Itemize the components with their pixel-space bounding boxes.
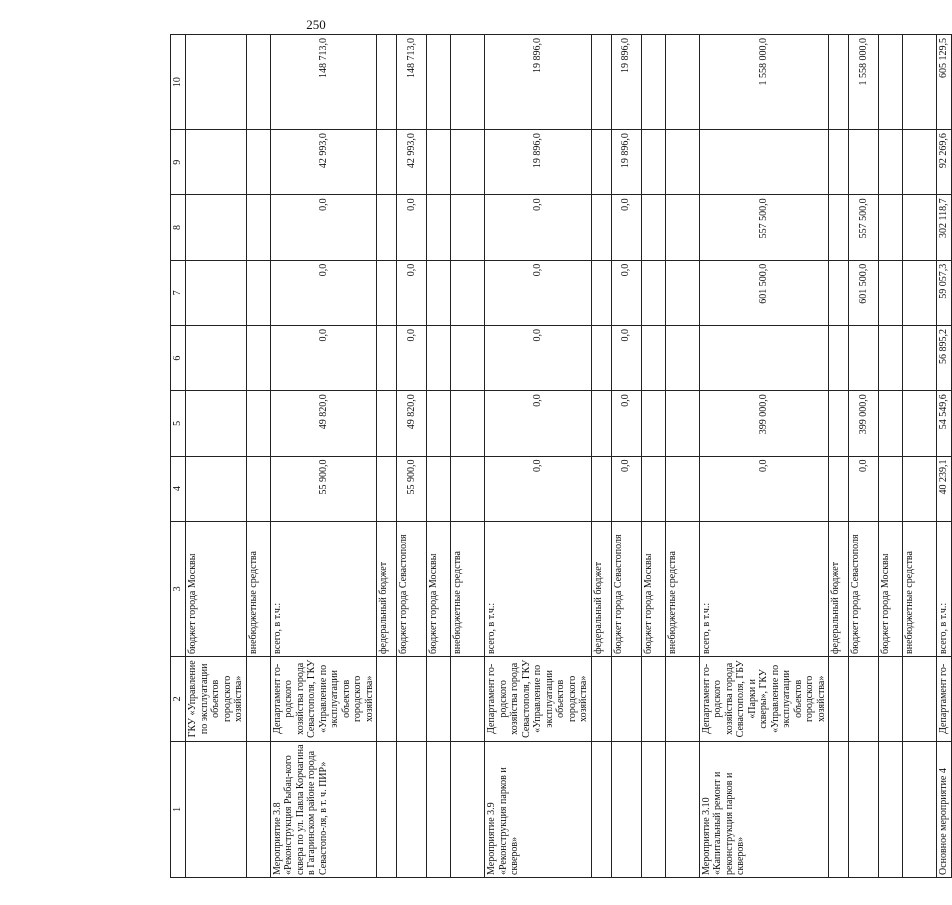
col-y5-cell: 0,0 bbox=[485, 195, 592, 260]
col-event-cell bbox=[641, 741, 665, 877]
col-y5-cell bbox=[903, 195, 937, 260]
col-source-cell: внебюджетные средства bbox=[451, 521, 485, 656]
col-y2-cell bbox=[641, 391, 665, 456]
col-y6-cell bbox=[699, 130, 829, 195]
col-executor-cell: Департамент го-родского хозяйства города Севастополя, ГКУ «Управление по эксплуатации объектов городского хозяйства» bbox=[270, 656, 377, 741]
table-row bbox=[611, 35, 641, 878]
col-y4-cell: 0,0 bbox=[611, 260, 641, 325]
col-executor-cell bbox=[611, 656, 641, 741]
col-total-cell: 1 558 000,0 bbox=[699, 35, 829, 130]
header-cell: 3 bbox=[171, 521, 186, 656]
col-y3-cell bbox=[451, 325, 485, 390]
table-row bbox=[665, 35, 699, 878]
header-cell: 1 bbox=[171, 741, 186, 877]
table-row bbox=[485, 35, 592, 878]
col-y6-cell bbox=[377, 130, 397, 195]
col-y6-cell bbox=[903, 130, 937, 195]
col-total-cell bbox=[246, 35, 270, 130]
col-y1-cell bbox=[641, 456, 665, 521]
col-y1-cell bbox=[879, 456, 903, 521]
col-y1-cell bbox=[377, 456, 397, 521]
table-row bbox=[270, 35, 377, 878]
col-event-cell bbox=[591, 741, 611, 877]
col-y3-cell bbox=[879, 325, 903, 390]
table-row bbox=[377, 35, 397, 878]
col-source-cell: всего, в т.ч.: bbox=[699, 521, 829, 656]
col-y5-cell bbox=[451, 195, 485, 260]
col-y2-cell: 49 820,0 bbox=[270, 391, 377, 456]
table-row bbox=[397, 35, 427, 878]
col-y4-cell: 0,0 bbox=[485, 260, 592, 325]
col-event-cell bbox=[397, 741, 427, 877]
col-y6-cell bbox=[451, 130, 485, 195]
col-y6-cell bbox=[829, 130, 849, 195]
col-y6-cell: 92 269,6 bbox=[937, 130, 952, 195]
col-total-cell bbox=[591, 35, 611, 130]
col-y1-cell bbox=[451, 456, 485, 521]
col-event-cell bbox=[879, 741, 903, 877]
col-total-cell bbox=[879, 35, 903, 130]
col-y2-cell bbox=[591, 391, 611, 456]
col-event-cell bbox=[186, 741, 247, 877]
col-executor-cell bbox=[377, 656, 397, 741]
col-executor-cell bbox=[903, 656, 937, 741]
table-row bbox=[699, 35, 829, 878]
col-total-cell bbox=[377, 35, 397, 130]
col-event-cell bbox=[665, 741, 699, 877]
col-y5-cell: 0,0 bbox=[397, 195, 427, 260]
col-total-cell bbox=[665, 35, 699, 130]
col-y5-cell bbox=[591, 195, 611, 260]
col-y3-cell bbox=[641, 325, 665, 390]
col-y1-cell: 0,0 bbox=[849, 456, 879, 521]
table-row bbox=[591, 35, 611, 878]
col-y6-cell: 42 993,0 bbox=[397, 130, 427, 195]
col-y3-cell bbox=[699, 325, 829, 390]
col-y3-cell: 0,0 bbox=[397, 325, 427, 390]
col-y1-cell: 40 239,1 bbox=[937, 456, 952, 521]
col-y2-cell: 0,0 bbox=[485, 391, 592, 456]
col-y6-cell bbox=[591, 130, 611, 195]
col-source-cell: всего, в т.ч.: bbox=[270, 521, 377, 656]
col-y3-cell bbox=[377, 325, 397, 390]
col-event-cell: Мероприятие 3.10 «Капитальный ремонт и реконструкция парков и скверов» bbox=[699, 741, 829, 877]
col-y4-cell bbox=[829, 260, 849, 325]
col-total-cell bbox=[903, 35, 937, 130]
table-row bbox=[451, 35, 485, 878]
col-event-cell: Мероприятие 3.9 «Реконструкция парков и скверов» bbox=[485, 741, 592, 877]
col-y3-cell: 56 895,2 bbox=[937, 325, 952, 390]
col-y4-cell: 0,0 bbox=[270, 260, 377, 325]
col-total-cell: 1 558 000,0 bbox=[849, 35, 879, 130]
col-event-cell bbox=[903, 741, 937, 877]
col-y5-cell bbox=[665, 195, 699, 260]
col-total-cell bbox=[451, 35, 485, 130]
col-total-cell: 148 713,0 bbox=[270, 35, 377, 130]
col-executor-cell bbox=[591, 656, 611, 741]
col-y6-cell bbox=[641, 130, 665, 195]
col-y3-cell bbox=[591, 325, 611, 390]
col-total-cell: 19 896,0 bbox=[485, 35, 592, 130]
col-source-cell: бюджет города Москвы bbox=[641, 521, 665, 656]
col-y6-cell bbox=[246, 130, 270, 195]
header-cell: 7 bbox=[171, 260, 186, 325]
col-y4-cell bbox=[451, 260, 485, 325]
col-source-cell: федеральный бюджет bbox=[377, 521, 397, 656]
col-y1-cell: 0,0 bbox=[485, 456, 592, 521]
col-y5-cell bbox=[186, 195, 247, 260]
header-cell: 9 bbox=[171, 130, 186, 195]
col-y2-cell bbox=[427, 391, 451, 456]
col-y4-cell bbox=[665, 260, 699, 325]
col-y4-cell bbox=[377, 260, 397, 325]
table-row bbox=[641, 35, 665, 878]
col-y5-cell: 557 500,0 bbox=[849, 195, 879, 260]
col-y4-cell bbox=[591, 260, 611, 325]
col-y4-cell: 0,0 bbox=[397, 260, 427, 325]
header-cell: 6 bbox=[171, 325, 186, 390]
col-y4-cell bbox=[186, 260, 247, 325]
col-y6-cell bbox=[879, 130, 903, 195]
col-y2-cell: 399 000,0 bbox=[849, 391, 879, 456]
col-y3-cell bbox=[829, 325, 849, 390]
col-y4-cell bbox=[246, 260, 270, 325]
col-y2-cell bbox=[451, 391, 485, 456]
col-y6-cell bbox=[186, 130, 247, 195]
col-event-cell bbox=[246, 741, 270, 877]
page-number: 250 bbox=[306, 17, 326, 32]
col-source-cell: внебюджетные средства bbox=[903, 521, 937, 656]
table-row bbox=[246, 35, 270, 878]
col-y5-cell: 0,0 bbox=[611, 195, 641, 260]
col-event-cell bbox=[829, 741, 849, 877]
table-row bbox=[879, 35, 903, 878]
col-y1-cell: 0,0 bbox=[611, 456, 641, 521]
col-total-cell bbox=[427, 35, 451, 130]
header-cell: 5 bbox=[171, 391, 186, 456]
col-event-cell: Основное мероприятие 4 bbox=[937, 741, 952, 877]
col-y2-cell bbox=[377, 391, 397, 456]
col-y1-cell: 55 900,0 bbox=[270, 456, 377, 521]
col-event-cell bbox=[427, 741, 451, 877]
col-source-cell: всего, в т.ч.: bbox=[485, 521, 592, 656]
col-event-cell bbox=[377, 741, 397, 877]
col-y2-cell bbox=[879, 391, 903, 456]
col-y4-cell: 59 057,3 bbox=[937, 260, 952, 325]
col-y3-cell bbox=[903, 325, 937, 390]
col-executor-cell: Департамент го-родского хозяйства города Севастополя, ГБУ «Парки и скверы», ГКУ «Управление по эксплуатации объектов городского хозяйства» bbox=[699, 656, 829, 741]
table-row bbox=[937, 35, 952, 878]
col-y1-cell: 0,0 bbox=[699, 456, 829, 521]
budget-table bbox=[170, 34, 952, 878]
table-row bbox=[186, 35, 247, 878]
table-row bbox=[829, 35, 849, 878]
col-y5-cell bbox=[427, 195, 451, 260]
col-y3-cell bbox=[186, 325, 247, 390]
col-y1-cell bbox=[246, 456, 270, 521]
col-y3-cell bbox=[246, 325, 270, 390]
table-row bbox=[427, 35, 451, 878]
col-executor-cell bbox=[397, 656, 427, 741]
col-y1-cell bbox=[427, 456, 451, 521]
col-executor-cell bbox=[829, 656, 849, 741]
col-source-cell: федеральный бюджет bbox=[829, 521, 849, 656]
col-y2-cell bbox=[829, 391, 849, 456]
col-source-cell: всего, в т.ч.: bbox=[937, 521, 952, 656]
col-y6-cell bbox=[849, 130, 879, 195]
col-y6-cell: 19 896,0 bbox=[485, 130, 592, 195]
col-source-cell: федеральный бюджет bbox=[591, 521, 611, 656]
col-y4-cell bbox=[879, 260, 903, 325]
header-cell: 2 bbox=[171, 656, 186, 741]
col-source-cell: внебюджетные средства bbox=[665, 521, 699, 656]
col-y2-cell bbox=[903, 391, 937, 456]
col-executor-cell bbox=[246, 656, 270, 741]
col-total-cell: 19 896,0 bbox=[611, 35, 641, 130]
table-region bbox=[170, 34, 949, 878]
col-y4-cell bbox=[641, 260, 665, 325]
col-y5-cell bbox=[246, 195, 270, 260]
col-y2-cell: 49 820,0 bbox=[397, 391, 427, 456]
col-executor-cell bbox=[879, 656, 903, 741]
col-y6-cell bbox=[427, 130, 451, 195]
col-y3-cell: 0,0 bbox=[611, 325, 641, 390]
col-y2-cell: 0,0 bbox=[611, 391, 641, 456]
col-source-cell: бюджет города Севастополя bbox=[397, 521, 427, 656]
table-row bbox=[903, 35, 937, 878]
table-body bbox=[171, 35, 952, 878]
col-y6-cell: 42 993,0 bbox=[270, 130, 377, 195]
col-y2-cell bbox=[186, 391, 247, 456]
col-total-cell bbox=[186, 35, 247, 130]
col-event-cell: Мероприятие 3.8 «Реконструкция Рыбац-кого сквера по ул. Павла Корчагина в Гагаринском районе города Севастопо-ля, в т. ч. ПИР» bbox=[270, 741, 377, 877]
col-y4-cell: 601 500,0 bbox=[699, 260, 829, 325]
col-total-cell: 605 129,5 bbox=[937, 35, 952, 130]
col-event-cell bbox=[849, 741, 879, 877]
header-cell: 8 bbox=[171, 195, 186, 260]
col-y5-cell bbox=[641, 195, 665, 260]
header-row bbox=[171, 35, 186, 878]
col-total-cell bbox=[829, 35, 849, 130]
col-y1-cell bbox=[829, 456, 849, 521]
col-total-cell: 148 713,0 bbox=[397, 35, 427, 130]
col-executor-cell bbox=[849, 656, 879, 741]
col-y4-cell bbox=[903, 260, 937, 325]
col-y5-cell bbox=[829, 195, 849, 260]
col-source-cell: бюджет города Москвы bbox=[186, 521, 247, 656]
col-y3-cell bbox=[427, 325, 451, 390]
col-executor-cell bbox=[451, 656, 485, 741]
col-executor-cell bbox=[641, 656, 665, 741]
col-executor-cell: Департамент го-родского хозяйства города Севастополя, ГКУ «Управление по эксплуатации объектов городского хозяйства» bbox=[485, 656, 592, 741]
col-source-cell: бюджет города Севастополя bbox=[849, 521, 879, 656]
col-source-cell: бюджет города Москвы bbox=[879, 521, 903, 656]
table-row bbox=[849, 35, 879, 878]
col-y6-cell: 19 896,0 bbox=[611, 130, 641, 195]
col-y2-cell bbox=[246, 391, 270, 456]
col-y5-cell bbox=[879, 195, 903, 260]
col-y5-cell: 0,0 bbox=[270, 195, 377, 260]
col-y2-cell: 399 000,0 bbox=[699, 391, 829, 456]
col-total-cell bbox=[641, 35, 665, 130]
col-y1-cell bbox=[186, 456, 247, 521]
col-executor-cell bbox=[665, 656, 699, 741]
header-cell: 10 bbox=[171, 35, 186, 130]
col-y5-cell bbox=[377, 195, 397, 260]
col-executor-cell bbox=[427, 656, 451, 741]
col-y1-cell: 55 900,0 bbox=[397, 456, 427, 521]
col-y3-cell: 0,0 bbox=[485, 325, 592, 390]
header-cell: 4 bbox=[171, 456, 186, 521]
col-y3-cell bbox=[849, 325, 879, 390]
col-event-cell bbox=[451, 741, 485, 877]
rotated-table-container bbox=[170, 34, 949, 878]
col-y3-cell: 0,0 bbox=[270, 325, 377, 390]
col-y1-cell bbox=[665, 456, 699, 521]
col-y1-cell bbox=[591, 456, 611, 521]
col-executor-cell: ГКУ «Управление по эксплуатации объектов городского хозяйства» bbox=[186, 656, 247, 741]
col-y3-cell bbox=[665, 325, 699, 390]
col-executor-cell: Департамент го- bbox=[937, 656, 952, 741]
col-y2-cell: 54 549,6 bbox=[937, 391, 952, 456]
col-y4-cell bbox=[427, 260, 451, 325]
col-y5-cell: 557 500,0 bbox=[699, 195, 829, 260]
col-y4-cell: 601 500,0 bbox=[849, 260, 879, 325]
col-source-cell: бюджет города Севастополя bbox=[611, 521, 641, 656]
col-source-cell: бюджет города Москвы bbox=[427, 521, 451, 656]
col-y1-cell bbox=[903, 456, 937, 521]
col-y6-cell bbox=[665, 130, 699, 195]
col-source-cell: внебюджетные средства bbox=[246, 521, 270, 656]
col-event-cell bbox=[611, 741, 641, 877]
col-y5-cell: 302 118,7 bbox=[937, 195, 952, 260]
col-y2-cell bbox=[665, 391, 699, 456]
